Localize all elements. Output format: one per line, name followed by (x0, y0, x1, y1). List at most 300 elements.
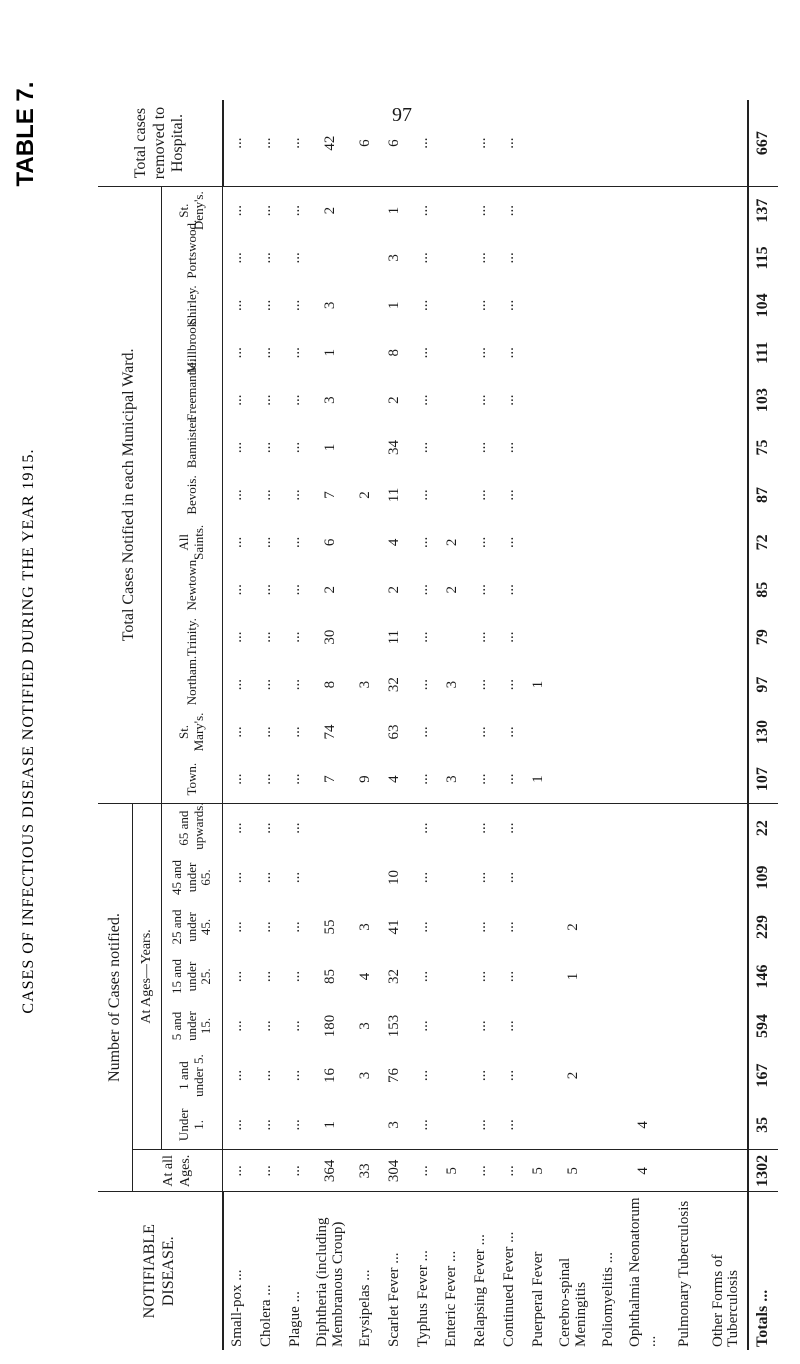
table-cell (594, 1150, 623, 1192)
header-ward-col: Bannister. (162, 424, 223, 471)
table-cell (623, 853, 664, 903)
table-cell (664, 708, 705, 755)
table-cell (438, 100, 467, 187)
table-cell (623, 1001, 664, 1051)
table-cell: 3 (322, 301, 339, 310)
table-cell: ... (287, 970, 304, 983)
table-cell: ... (472, 394, 489, 406)
table-cell: ... (287, 726, 304, 738)
table-cell (553, 613, 594, 660)
table-cell: ... (229, 137, 246, 149)
table-cell: 22 (748, 803, 778, 853)
table-cell (351, 1100, 380, 1150)
table-cell (706, 1051, 748, 1101)
table-cell (623, 187, 664, 235)
table-cell: ... (258, 678, 275, 691)
table-cell: ... (472, 252, 489, 264)
table-cell: ... (287, 299, 304, 311)
table-cell (706, 902, 748, 952)
table-row (706, 100, 748, 1350)
table-cell (524, 519, 553, 566)
table-cell (706, 756, 748, 803)
table-cell (438, 376, 467, 423)
table-cell: 87 (748, 471, 778, 518)
table-cell (524, 803, 553, 853)
table-cell: ... (414, 489, 431, 501)
table-cell (623, 661, 664, 708)
table-cell (524, 613, 553, 660)
table-cell: ... (501, 489, 518, 501)
table-cell (623, 708, 664, 755)
table-cell: ... (229, 773, 246, 785)
infectious-disease-table (98, 100, 778, 1350)
table-cell (351, 424, 380, 471)
table-cell (664, 613, 705, 660)
table-cell: 30 (322, 629, 339, 645)
table-cell: 74 (322, 724, 339, 740)
table-cell: 16 (322, 1068, 339, 1084)
table-cell: ... (229, 921, 246, 933)
table-cell: ... (472, 970, 489, 983)
table-cell: ... (501, 441, 518, 454)
table-cell: ... (472, 1069, 489, 1082)
table-cell: ... (501, 252, 518, 264)
table-cell (623, 756, 664, 803)
table-cell: ... (501, 773, 518, 785)
totals-row (748, 100, 778, 1350)
disease-name: Cerebro-spinal Meningitis (553, 1192, 594, 1350)
table-cell (351, 234, 380, 281)
table-row (310, 100, 351, 1350)
table-cell: ... (258, 970, 275, 983)
header-ward-col: Portswood. (162, 234, 223, 281)
disease-name: Totals ... (748, 1192, 778, 1350)
table-cell: ... (229, 584, 246, 596)
table-cell (623, 566, 664, 613)
table-row (553, 100, 594, 1350)
table-cell: ... (229, 441, 246, 454)
table-cell: ... (258, 347, 275, 359)
table-cell: ... (414, 773, 431, 785)
table-cell (706, 1100, 748, 1150)
header-ward-col: Shirley. (162, 282, 223, 329)
table-cell: 1 (322, 443, 339, 452)
table-cell (553, 661, 594, 708)
table-cell: ... (496, 1150, 525, 1192)
table-cell (553, 329, 594, 376)
table-cell: 10 (386, 869, 403, 885)
table-cell: 85 (322, 969, 339, 985)
table-cell (524, 1001, 553, 1051)
table-cell (524, 1051, 553, 1101)
table-cell: ... (287, 1119, 304, 1131)
table-label: TABLE 7. (12, 81, 39, 187)
table-cell: ... (287, 489, 304, 501)
table-cell: ... (501, 1119, 518, 1131)
table-cell (553, 234, 594, 281)
table-cell (310, 853, 351, 903)
table-cell: ... (229, 726, 246, 738)
table-cell: ... (258, 299, 275, 311)
header-ward-col: Millbrook. (162, 329, 223, 376)
table-cell (664, 756, 705, 803)
table-cell: 11 (386, 487, 403, 503)
table-cell (524, 329, 553, 376)
table-cell (594, 282, 623, 329)
table-cell: ... (258, 1069, 275, 1082)
disease-name: Continued Fever ... (496, 1192, 525, 1350)
table-cell (351, 853, 380, 903)
header-total-wards: Total Cases Notified in each Municipal Ward. (98, 187, 162, 803)
table-cell: 85 (748, 566, 778, 613)
table-cell (310, 234, 351, 281)
table-cell (664, 952, 705, 1002)
table-cell (351, 376, 380, 423)
header-age-col: 45 and under 65. (162, 853, 223, 903)
table-cell (524, 282, 553, 329)
table-cell: 167 (748, 1051, 778, 1101)
table-cell: ... (258, 631, 275, 643)
table-cell: 1 (530, 775, 547, 783)
header-ward-col: St. Deny's. (162, 187, 223, 235)
table-cell: 2 (565, 923, 582, 931)
header-age-col: Under 1. (162, 1100, 223, 1150)
table-cell: ... (223, 187, 253, 235)
disease-name: Typhus Fever ... (409, 1192, 438, 1350)
table-cell: 1 (565, 972, 582, 981)
table-cell (623, 234, 664, 281)
table-cell: ... (252, 1150, 281, 1192)
table-cell: ... (414, 631, 431, 643)
table-cell (664, 100, 705, 187)
table-cell (594, 708, 623, 755)
header-age-col: 65 and upwards. (162, 803, 223, 853)
table-cell (524, 424, 553, 471)
table-cell: ... (409, 1150, 438, 1192)
table-cell (351, 613, 380, 660)
table-cell: ... (229, 347, 246, 359)
table-cell (553, 100, 594, 187)
table-cell: 63 (386, 724, 403, 740)
disease-name: Puerperal Fever (524, 1192, 553, 1350)
table-cell: ... (472, 1020, 489, 1032)
table-row (438, 100, 467, 1350)
title-text (12, 26, 39, 1336)
table-cell: 3 (357, 680, 374, 689)
table-cell: 594 (748, 1001, 778, 1051)
table-cell: 4 (635, 1121, 652, 1129)
table-cell: 2 (565, 1071, 582, 1080)
table-cell: ... (229, 631, 246, 643)
table-cell: ... (258, 1119, 275, 1131)
table-cell: ... (472, 489, 489, 501)
table-cell (706, 566, 748, 613)
table-cell: ... (287, 678, 304, 691)
header-ward-col: All Saints. (162, 519, 223, 566)
table-cell: 111 (748, 329, 778, 376)
table-cell: ... (229, 871, 246, 884)
table-cell (438, 329, 467, 376)
table-cell (594, 100, 623, 187)
table-cell (351, 566, 380, 613)
table-cell (706, 100, 748, 187)
table-cell (524, 708, 553, 755)
header-ward-col: St. Mary's. (162, 708, 223, 755)
table-cell: ... (287, 1069, 304, 1082)
table-cell (438, 952, 467, 1002)
table-row (409, 100, 438, 1350)
table-cell (664, 1051, 705, 1101)
table-cell: 3 (386, 254, 403, 262)
header-age-col: 15 and under 25. (162, 952, 223, 1002)
table-cell: ... (501, 921, 518, 933)
table-row (467, 100, 496, 1350)
table-cell (553, 376, 594, 423)
table-cell (438, 1051, 467, 1101)
table-cell: ... (258, 584, 275, 596)
header-disease: NOTIFIABLE DISEASE. (98, 1192, 223, 1350)
table-cell: 34 (386, 440, 403, 456)
table-cell: ... (414, 252, 431, 264)
header-age-col: 5 and under 15. (162, 1001, 223, 1051)
table-row (351, 100, 380, 1350)
disease-name: Cholera ... (252, 1192, 281, 1350)
table-row (524, 100, 553, 1350)
header-ward-col: Newtown. (162, 566, 223, 613)
table-cell (706, 519, 748, 566)
header-age-col: 1 and under 5. (162, 1051, 223, 1101)
table-cell: 2 (386, 586, 403, 594)
table-cell (553, 803, 594, 853)
table-cell (594, 1001, 623, 1051)
header-ward-col: Freemantle. (162, 376, 223, 423)
table-cell (623, 803, 664, 853)
table-cell: ... (414, 921, 431, 933)
disease-name: Erysipelas ... (351, 1192, 380, 1350)
table-row (281, 100, 310, 1350)
table-cell: ... (414, 970, 431, 983)
header-number-notified: Number of Cases notified. (98, 803, 133, 1192)
table-cell (524, 952, 553, 1002)
table-cell: 364 (310, 1150, 351, 1192)
table-cell: ... (258, 1020, 275, 1032)
table-cell (438, 613, 467, 660)
table-cell: 97 (748, 661, 778, 708)
table-cell (594, 471, 623, 518)
table-cell: ... (501, 299, 518, 311)
table-cell: ... (496, 803, 525, 853)
table-cell (553, 282, 594, 329)
table-cell: 9 (357, 775, 374, 783)
table-cell: ... (414, 726, 431, 738)
disease-name: Pulmonary Tuberculosis (664, 1192, 705, 1350)
table-row (496, 100, 525, 1350)
table-cell: ... (258, 252, 275, 264)
table-cell (664, 376, 705, 423)
table-cell (438, 282, 467, 329)
table-cell (594, 613, 623, 660)
table-cell: ... (501, 1069, 518, 1082)
table-cell: 115 (748, 234, 778, 281)
table-cell (380, 803, 409, 853)
table-cell: ... (252, 187, 281, 235)
rotated-sheet (98, 100, 778, 1350)
table-cell (438, 1100, 467, 1150)
table-cell: 6 (386, 139, 403, 147)
table-cell (594, 756, 623, 803)
table-cell (664, 1001, 705, 1051)
table-cell (623, 100, 664, 187)
table-cell: ... (287, 631, 304, 643)
table-cell (664, 471, 705, 518)
table-cell: 2 (386, 396, 403, 404)
table-cell: 1302 (748, 1150, 778, 1192)
table-cell (310, 803, 351, 853)
table-cell: 667 (748, 100, 778, 187)
table-cell: 3 (386, 1121, 403, 1129)
header-hospital: Total cases removed to Hospital. (98, 100, 223, 187)
table-cell: ... (414, 137, 431, 149)
table-cell: ... (501, 970, 518, 983)
table-cell (664, 519, 705, 566)
table-cell: ... (472, 631, 489, 643)
table-cell: ... (223, 1150, 253, 1192)
table-cell (438, 424, 467, 471)
table-heading: CASES OF INFECTIOUS DISEASE NOTIFIED DURING THE YEAR 1915. (20, 448, 37, 1014)
table-cell: ... (229, 678, 246, 691)
table-cell: 3 (357, 1071, 374, 1080)
table-cell: ... (287, 441, 304, 454)
table-cell: ... (229, 1020, 246, 1032)
table-cell: ... (467, 803, 496, 853)
table-cell (706, 661, 748, 708)
table-cell: 42 (322, 135, 339, 151)
table-cell (438, 187, 467, 235)
table-cell (664, 566, 705, 613)
table-cell: ... (414, 441, 431, 454)
table-cell: 4 (386, 775, 403, 783)
table-cell (664, 661, 705, 708)
table-cell (594, 376, 623, 423)
table-row (380, 100, 409, 1350)
table-cell: 3 (357, 923, 374, 931)
table-cell: 3 (443, 680, 460, 689)
table-cell: 72 (748, 519, 778, 566)
table-cell: 1 (322, 348, 339, 357)
table-cell: 7 (322, 775, 339, 783)
table-cell: ... (501, 536, 518, 548)
table-cell (438, 234, 467, 281)
table-cell: 109 (748, 853, 778, 903)
table-cell (524, 376, 553, 423)
header-ward-col: Bevois. (162, 471, 223, 518)
table-cell: ... (223, 803, 253, 853)
table-cell (623, 471, 664, 518)
table-cell: ... (414, 347, 431, 359)
table-cell: ... (287, 137, 304, 149)
table-cell (706, 282, 748, 329)
table-cell (706, 329, 748, 376)
table-cell (553, 708, 594, 755)
table-cell: ... (287, 394, 304, 406)
table-cell: 5 (553, 1150, 594, 1192)
table-cell: 3 (443, 775, 460, 783)
table-cell: 2 (443, 586, 460, 594)
table-cell: ... (414, 299, 431, 311)
table-cell (553, 1100, 594, 1150)
table-cell: ... (287, 773, 304, 785)
table-cell: 146 (748, 952, 778, 1002)
table-cell (524, 100, 553, 187)
table-cell (706, 1001, 748, 1051)
table-cell: ... (414, 678, 431, 691)
table-cell: ... (287, 347, 304, 359)
table-cell: 180 (322, 1014, 339, 1038)
table-cell (553, 853, 594, 903)
table-cell: 1 (530, 680, 547, 689)
table-cell: ... (258, 773, 275, 785)
table-cell: ... (501, 347, 518, 359)
table-cell: ... (472, 726, 489, 738)
table-cell (594, 519, 623, 566)
table-cell (623, 329, 664, 376)
table-cell (594, 234, 623, 281)
table-cell: 55 (322, 919, 339, 935)
table-cell (706, 187, 748, 235)
table-row (252, 100, 281, 1350)
table-cell: 75 (748, 424, 778, 471)
table-cell: ... (501, 678, 518, 691)
disease-name: Enteric Fever ... (438, 1192, 467, 1350)
table-region (98, 100, 778, 1350)
table-cell: 304 (380, 1150, 409, 1192)
table-cell (664, 424, 705, 471)
table-cell: ... (281, 187, 310, 235)
table-cell: 2 (322, 586, 339, 594)
table-cell (706, 376, 748, 423)
table-cell (623, 376, 664, 423)
disease-name: Scarlet Fever ... (380, 1192, 409, 1350)
table-cell: ... (414, 394, 431, 406)
table-cell: 35 (748, 1100, 778, 1150)
table-cell: ... (258, 441, 275, 454)
table-cell (351, 329, 380, 376)
disease-name: Small-pox ... (223, 1192, 253, 1350)
table-cell: ... (281, 1150, 310, 1192)
table-cell (524, 902, 553, 952)
table-cell: ... (229, 1069, 246, 1082)
table-cell (706, 424, 748, 471)
table-cell: ... (472, 137, 489, 149)
table-cell: 32 (386, 677, 403, 693)
table-cell: ... (258, 536, 275, 548)
table-cell: 3 (322, 396, 339, 404)
header-at-ages: At Ages—Years. (133, 803, 162, 1150)
table-cell (524, 853, 553, 903)
table-cell (351, 282, 380, 329)
table-cell: 79 (748, 613, 778, 660)
table-cell: 8 (322, 680, 339, 689)
table-cell: ... (229, 252, 246, 264)
table-cell: 103 (748, 376, 778, 423)
disease-name: Diphtheria (including Membranous Croup) (310, 1192, 351, 1350)
table-cell: ... (414, 536, 431, 548)
table-cell: 4 (386, 538, 403, 547)
table-cell: ... (501, 137, 518, 149)
table-cell (351, 803, 380, 853)
table-cell (351, 187, 380, 235)
table-cell (438, 1001, 467, 1051)
